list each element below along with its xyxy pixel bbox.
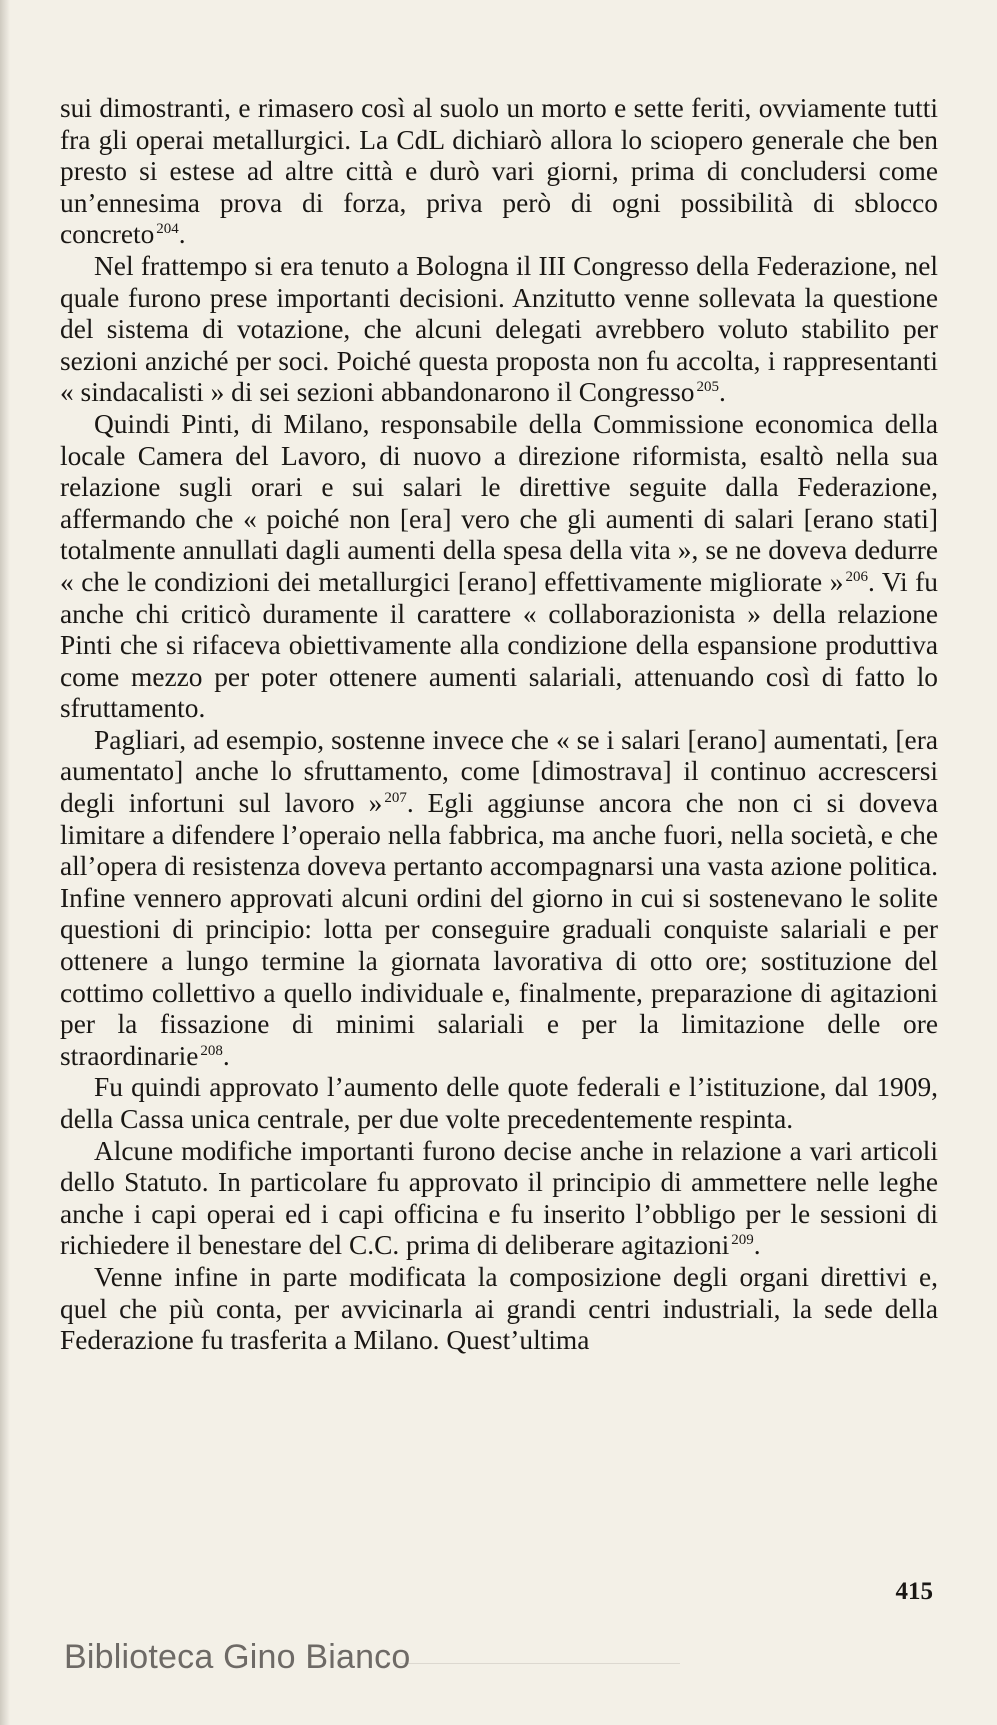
footnote-ref-207: 207 bbox=[384, 789, 407, 806]
paragraph-text-tail: . bbox=[718, 377, 726, 408]
paragraph-text: Venne infine in parte modificata la composizione degli organi direttivi e, quel che più conta, per avvicinarla ai grandi centri industriali, la sede della Federazione fu trasferita a Milano. Quest’ultima bbox=[60, 1261, 938, 1356]
paragraph-text: Fu quindi approvato l’aumento delle quote federali e l’istituzione, dal 1909, della Cassa unica centrale, per due volte precedentemente respinta. bbox=[60, 1072, 938, 1134]
paragraph-5 bbox=[60, 1072, 938, 1135]
footnote-ref-208: 208 bbox=[200, 1042, 223, 1059]
paragraph-text-tail: . bbox=[178, 219, 186, 250]
paragraph-4 bbox=[60, 725, 938, 1073]
footnote-ref-204: 204 bbox=[156, 221, 179, 238]
paragraph-3 bbox=[60, 409, 938, 725]
footnote-ref-209: 209 bbox=[731, 1232, 754, 1249]
paragraph-text: Pagliari, ad esempio, sostenne invece che « se i salari [erano] aumentati, [era aumentato] anche lo sfruttamento, come [dimostrava] il continuo accrescersi degli infortuni sul lavoro » bbox=[60, 724, 938, 819]
paragraph-7 bbox=[60, 1262, 938, 1357]
paragraph-6 bbox=[60, 1136, 938, 1262]
footnote-ref-206: 206 bbox=[845, 568, 868, 585]
library-watermark: Biblioteca Gino Bianco bbox=[64, 1638, 411, 1676]
paragraph-2 bbox=[60, 251, 938, 409]
watermark-rule bbox=[400, 1663, 680, 1664]
paragraph-text: sui dimostranti, e rimasero così al suolo un morto e sette feriti, ovviamente tutti fra gli operai metallurgici. La CdL dichiarò allora lo sciopero generale che ben presto si estese ad altre città e durò vari giorni, prima di concludersi come un’ennesima prova di forza, priva però di ogni possibilità di sblocco concreto bbox=[60, 93, 938, 250]
paragraph-text: Nel frattempo si era tenuto a Bologna il III Congresso della Federazione, nel quale furono prese importanti decisioni. Anzitutto venne sollevata la questione del sistema di votazione, che alcuni delegati avrebbero voluto stabilito per sezioni anziché per soci. Poiché questa proposta non fu accolta, i rappresentanti « sindacalisti » di sei sezioni abbandonarono il Congresso bbox=[60, 250, 938, 408]
paragraph-1 bbox=[60, 93, 938, 251]
paragraph-text-tail: . bbox=[222, 1040, 230, 1071]
paragraph-text: Alcune modifiche importanti furono decise anche in relazione a vari articoli dello Statuto. In particolare fu approvato il principio di ammettere nelle leghe anche i capi operai ed i capi officina e fu inserito l’obbligo per le sessioni di richiedere il benestare del C.C. prima di deliberare agitazioni bbox=[60, 1135, 938, 1261]
paragraph-text-tail: . Egli aggiunse ancora che non ci si doveva limitare a difendere l’operaio nella fabbrica, ma anche fuori, nella società, e che all’opera di resistenza doveva pertanto accompagnarsi una vasta azione politica. Infine vennero approvati alcuni ordini del giorno in cui si sostenevano le solite questioni di principio: lotta per conseguire graduali conquiste salariali e per ottenere a lungo termine la giornata lavorativa di otto ore; sostituzione del cottimo collettivo a quello individuale e, finalmente, preparazione di agitazioni per la fissazione di minimi salariali e per la limitazione delle ore straordinarie bbox=[60, 788, 938, 1071]
footnote-ref-205: 205 bbox=[696, 379, 719, 396]
paragraph-text: Quindi Pinti, di Milano, responsabile della Commissione economica della locale Camera del Lavoro, di nuovo a direzione riformista, esaltò nella sua relazione sugli orari e sui salari le direttive seguite dalla Federazione, affermando che « poiché non [era] vero che gli aumenti di salari [erano stati] totalmente annullati dagli aumenti della spesa della vita », se ne doveva dedurre « che le condizioni dei metallurgici [erano] effettivamente migliorate » bbox=[60, 408, 938, 597]
paragraph-text-tail: . bbox=[753, 1230, 761, 1261]
paragraph-text-tail: . Vi fu anche chi criticò duramente il carattere « collaborazionista » della relazione Pinti che si rifaceva obiettivamente alla condizione della espansione produttiva come mezzo per poter ottenere aumenti salariali, attenuando così di fatto lo sfruttamento. bbox=[60, 566, 938, 724]
body-text bbox=[60, 93, 938, 1357]
page-number: 415 bbox=[895, 1578, 933, 1605]
